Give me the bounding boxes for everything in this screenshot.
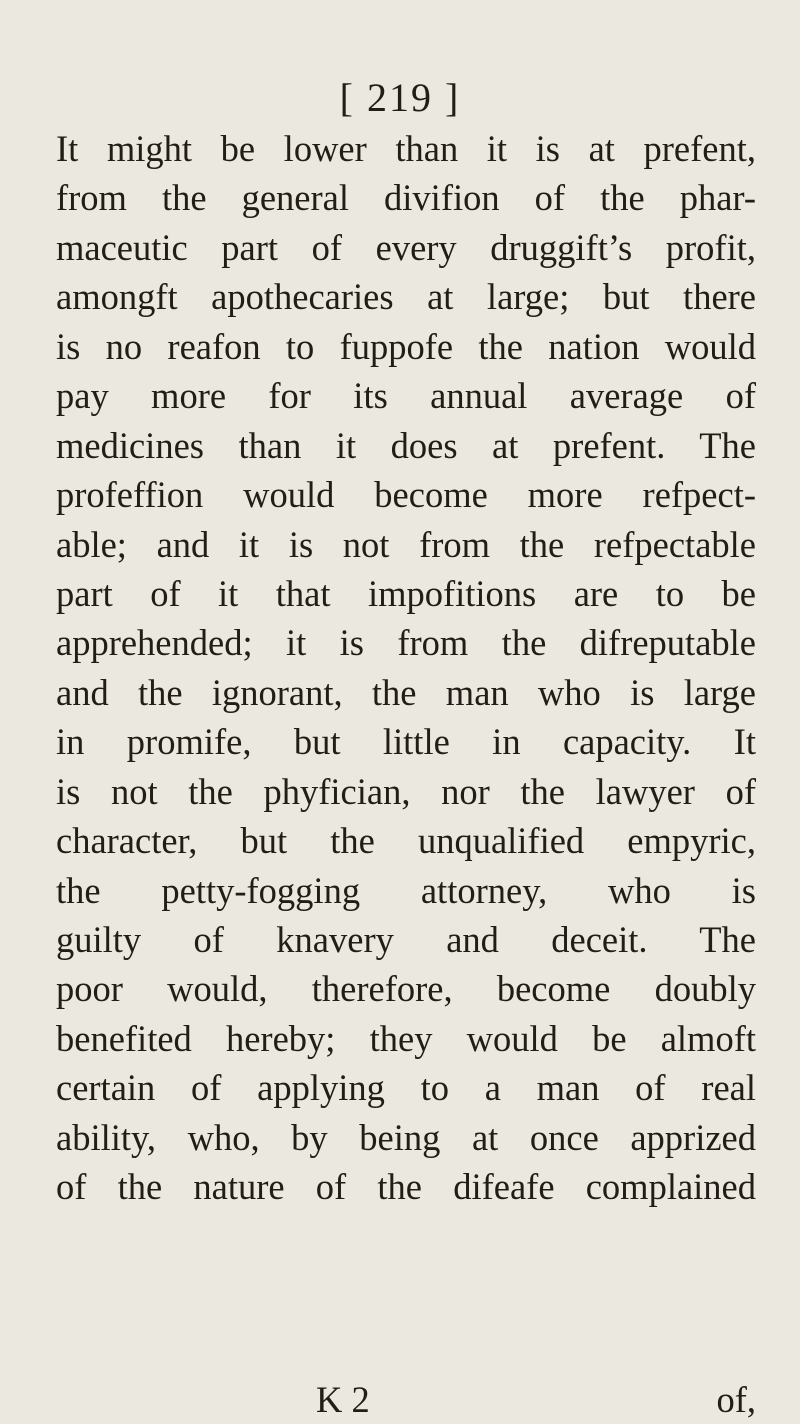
text-line: and the ignorant, the man who is large: [56, 671, 756, 713]
catchword: of,: [716, 1379, 756, 1420]
page-number-header: [ 219 ]: [339, 75, 461, 120]
text-line: of the nature of the difeafe complained: [56, 1166, 756, 1208]
text-line: maceutic part of every druggift’s profit,: [56, 226, 756, 268]
text-line: apprehended; it is from the difreputable: [56, 622, 756, 664]
text-line: able; and it is not from the refpectable: [56, 523, 756, 565]
text-line: is not the phyfician, nor the lawyer of: [56, 770, 756, 812]
text-line: ability, who, by being at once apprized: [56, 1116, 756, 1158]
text-line: certain of applying to a man of real: [56, 1067, 756, 1109]
text-line: profeffion would become more refpect-: [56, 474, 756, 516]
text-line: medicines than it does at prefent. The: [56, 424, 756, 466]
text-line: is no reafon to fuppofe the nation would: [56, 325, 756, 367]
text-line: part of it that impofitions are to be: [56, 572, 756, 614]
signature-mark: K 2: [316, 1379, 370, 1420]
text-line: amongft apothecaries at large; but there: [56, 276, 756, 318]
text-line: the petty-fogging attorney, who is: [56, 869, 756, 911]
text-line: pay more for its annual average of: [56, 375, 756, 417]
text-line: character, but the unqualified empyric,: [56, 820, 756, 862]
text-line: poor would, therefore, become doubly: [56, 968, 756, 1010]
body-text: [56, 124, 756, 1212]
text-line: It might be lower than it is at prefent,: [56, 128, 756, 169]
page-footer: [56, 1380, 756, 1420]
text-line: guilty of knavery and deceit. The: [56, 919, 756, 960]
text-line: in promife, but little in capacity. It: [56, 721, 756, 763]
text-line: from the general divifion of the phar-: [56, 177, 756, 219]
text-line: benefited hereby; they would be almoft: [56, 1017, 756, 1059]
